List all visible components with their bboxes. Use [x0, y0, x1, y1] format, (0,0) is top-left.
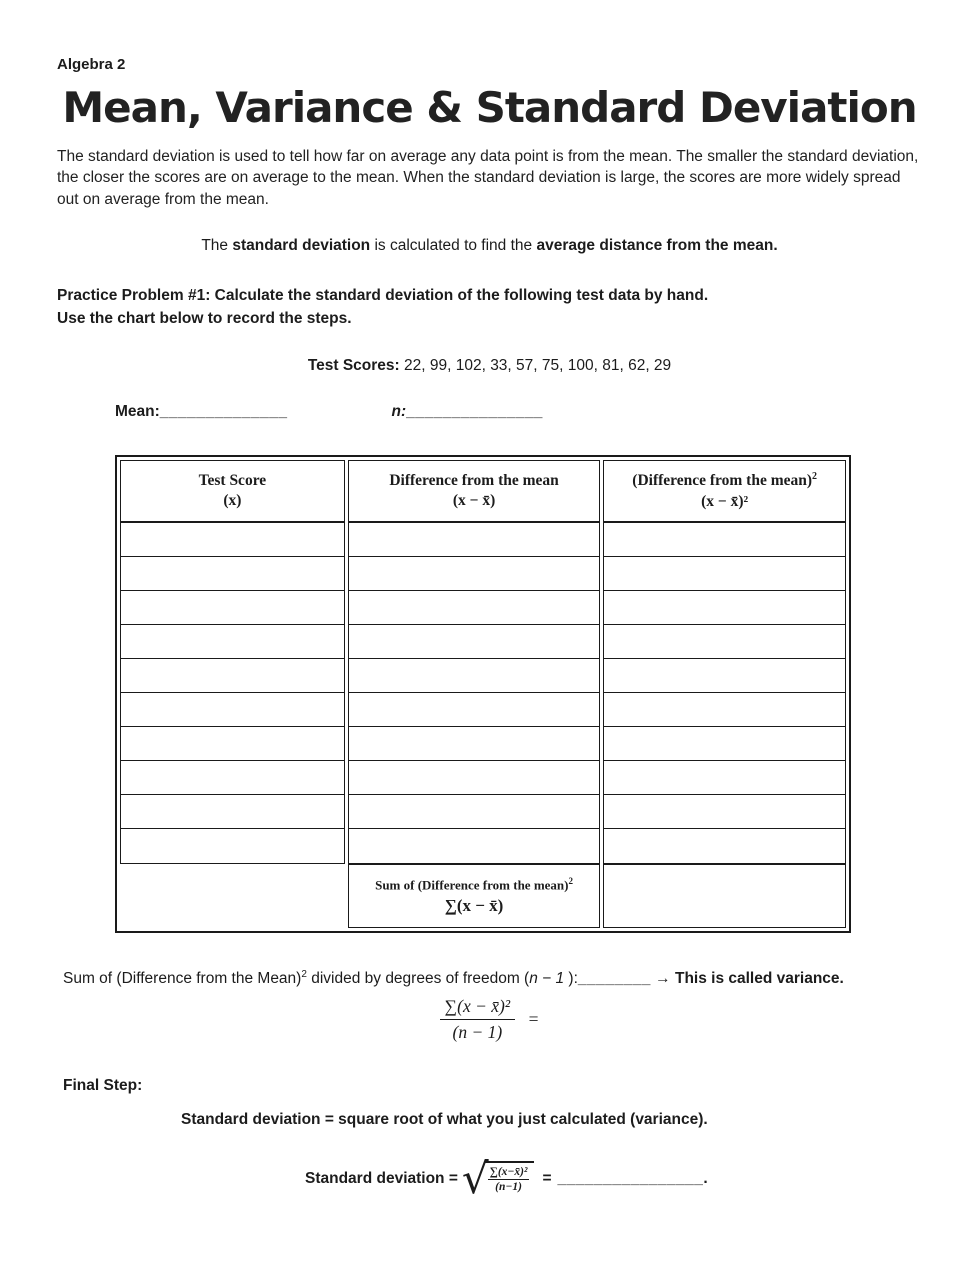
- variance-equals: =: [527, 1009, 540, 1030]
- column-header-difference-squared: [604, 461, 845, 521]
- table-empty-row: [121, 795, 344, 829]
- table-column-test-score: [120, 460, 345, 864]
- table-empty-row: [604, 557, 845, 591]
- n-blank: _______________: [406, 403, 543, 421]
- table-empty-row: [349, 727, 600, 761]
- table-empty-row: [349, 795, 600, 829]
- table-column-difference: [348, 460, 601, 928]
- arrow-icon: →: [655, 970, 671, 988]
- square-root: [461, 1154, 535, 1204]
- col3-header-sup: 2: [812, 471, 818, 483]
- variance-blank: ________: [577, 970, 651, 988]
- table-body-test-score: [121, 523, 344, 863]
- col2-header-line1: Difference from the mean: [389, 471, 559, 489]
- table-empty-row: [349, 523, 600, 557]
- sum-label-sup: 2: [568, 875, 573, 886]
- variance-fraction-numerator: ∑(x − x̄)²: [440, 996, 515, 1020]
- table-empty-row: [604, 625, 845, 659]
- practice-problem: [57, 285, 922, 330]
- variance-mid: divided by degrees of freedom (: [306, 970, 530, 988]
- sd-fraction: [488, 1166, 530, 1193]
- table-empty-row: [349, 591, 600, 625]
- variance-instruction: [63, 969, 922, 988]
- table-empty-row: [349, 761, 600, 795]
- practice-line-2: Use the chart below to record the steps.: [57, 309, 352, 327]
- table-empty-row: [121, 727, 344, 761]
- table-body-difference: [349, 523, 600, 863]
- worksheet-table: [115, 455, 851, 933]
- table-empty-row: [604, 795, 845, 829]
- statement-bold-2: average distance from the mean.: [536, 237, 778, 255]
- sd-fraction-numerator: ∑(x−x̄)²: [489, 1166, 528, 1179]
- intro-paragraph: The standard deviation is used to tell how far on average any data point is from the mean. The smaller the standard deviation, the closer the scores are on average to the mean. When the standard deviation is large, the scores are more widely spread out on average from the mean.: [57, 148, 919, 208]
- variance-fraction-denominator: (n − 1): [452, 1022, 503, 1043]
- table-body-difference-squared: [604, 523, 845, 863]
- sum-cell: [349, 865, 600, 927]
- sd-answer-blank: ________________.: [557, 1170, 709, 1188]
- col3-header-line2: (x − x̄)²: [701, 492, 749, 510]
- mean-n-row: [57, 403, 922, 421]
- key-statement: [57, 237, 922, 255]
- worksheet-table-wrap: [115, 455, 851, 933]
- variance-fraction: [440, 996, 515, 1043]
- statement-mid: is calculated to find the: [370, 237, 537, 255]
- table-empty-row: [349, 557, 600, 591]
- mean-blank: ______________: [159, 403, 288, 421]
- table-empty-row: [121, 761, 344, 795]
- table-empty-row: [349, 625, 600, 659]
- variance-pre: Sum of (Difference from the Mean): [63, 970, 302, 988]
- variance-post: ):: [568, 970, 578, 988]
- col1-header-line1: Test Score: [198, 471, 267, 489]
- final-step-instruction: Standard deviation = square root of what you just calculated (variance).: [181, 1111, 708, 1129]
- table-empty-row: [121, 693, 344, 727]
- radical-sign: √: [461, 1154, 489, 1204]
- table-empty-row: [349, 693, 600, 727]
- table-empty-row: [121, 591, 344, 625]
- sd-equals: =: [542, 1170, 552, 1188]
- col1-header-line2: (x): [223, 492, 242, 510]
- table-empty-row: [121, 625, 344, 659]
- final-step-label: Final Step:: [63, 1077, 143, 1095]
- standard-deviation-formula: [305, 1154, 922, 1204]
- sum-result-cell: [604, 865, 845, 927]
- table-empty-row: [604, 523, 845, 557]
- variance-sup: 2: [301, 969, 307, 981]
- variance-formula: [57, 996, 922, 1043]
- statement-pre: The: [201, 237, 233, 255]
- table-empty-row: [604, 693, 845, 727]
- variance-n: n − 1: [529, 970, 569, 988]
- column-header-difference: [349, 461, 600, 521]
- test-scores-values: 22, 99, 102, 33, 57, 75, 100, 81, 62, 29: [399, 357, 672, 375]
- n-group: [391, 403, 542, 421]
- sd-fraction-denominator: (n−1): [495, 1181, 522, 1194]
- table-empty-row: [349, 659, 600, 693]
- page-title: Mean, Variance & Standard Deviation: [62, 83, 917, 132]
- column-header-test-score: [121, 461, 344, 521]
- table-empty-row: [121, 523, 344, 557]
- sum-label-text: Sum of (Difference from the mean): [375, 877, 569, 893]
- col3-header-line1: (Difference from the mean): [632, 472, 813, 490]
- table-empty-row: [604, 659, 845, 693]
- table-empty-row: [121, 557, 344, 591]
- table-empty-row: [604, 829, 845, 863]
- sd-label: Standard deviation =: [305, 1170, 458, 1188]
- table-empty-row: [349, 829, 600, 863]
- table-empty-row: [604, 761, 845, 795]
- test-scores: [57, 357, 922, 375]
- mean-label: Mean:: [115, 403, 160, 421]
- table-column-difference-squared: [603, 460, 846, 928]
- sum-formula: ∑(x − x̄): [444, 896, 504, 916]
- n-label: n:: [391, 403, 407, 421]
- variance-callout: This is called variance.: [670, 970, 844, 988]
- course-label: Algebra 2: [57, 56, 126, 73]
- table-empty-row: [121, 659, 344, 693]
- table-empty-row: [604, 591, 845, 625]
- table-empty-row: [121, 829, 344, 863]
- col2-header-line2: (x − x̄): [452, 492, 496, 510]
- sum-label: [375, 876, 573, 893]
- test-scores-label: Test Scores:: [307, 357, 400, 375]
- table-empty-row: [604, 727, 845, 761]
- statement-bold-1: standard deviation: [232, 237, 371, 255]
- practice-line-1: Practice Problem #1: Calculate the standard deviation of the following test data by hand.: [57, 287, 709, 305]
- radicand: [485, 1161, 535, 1195]
